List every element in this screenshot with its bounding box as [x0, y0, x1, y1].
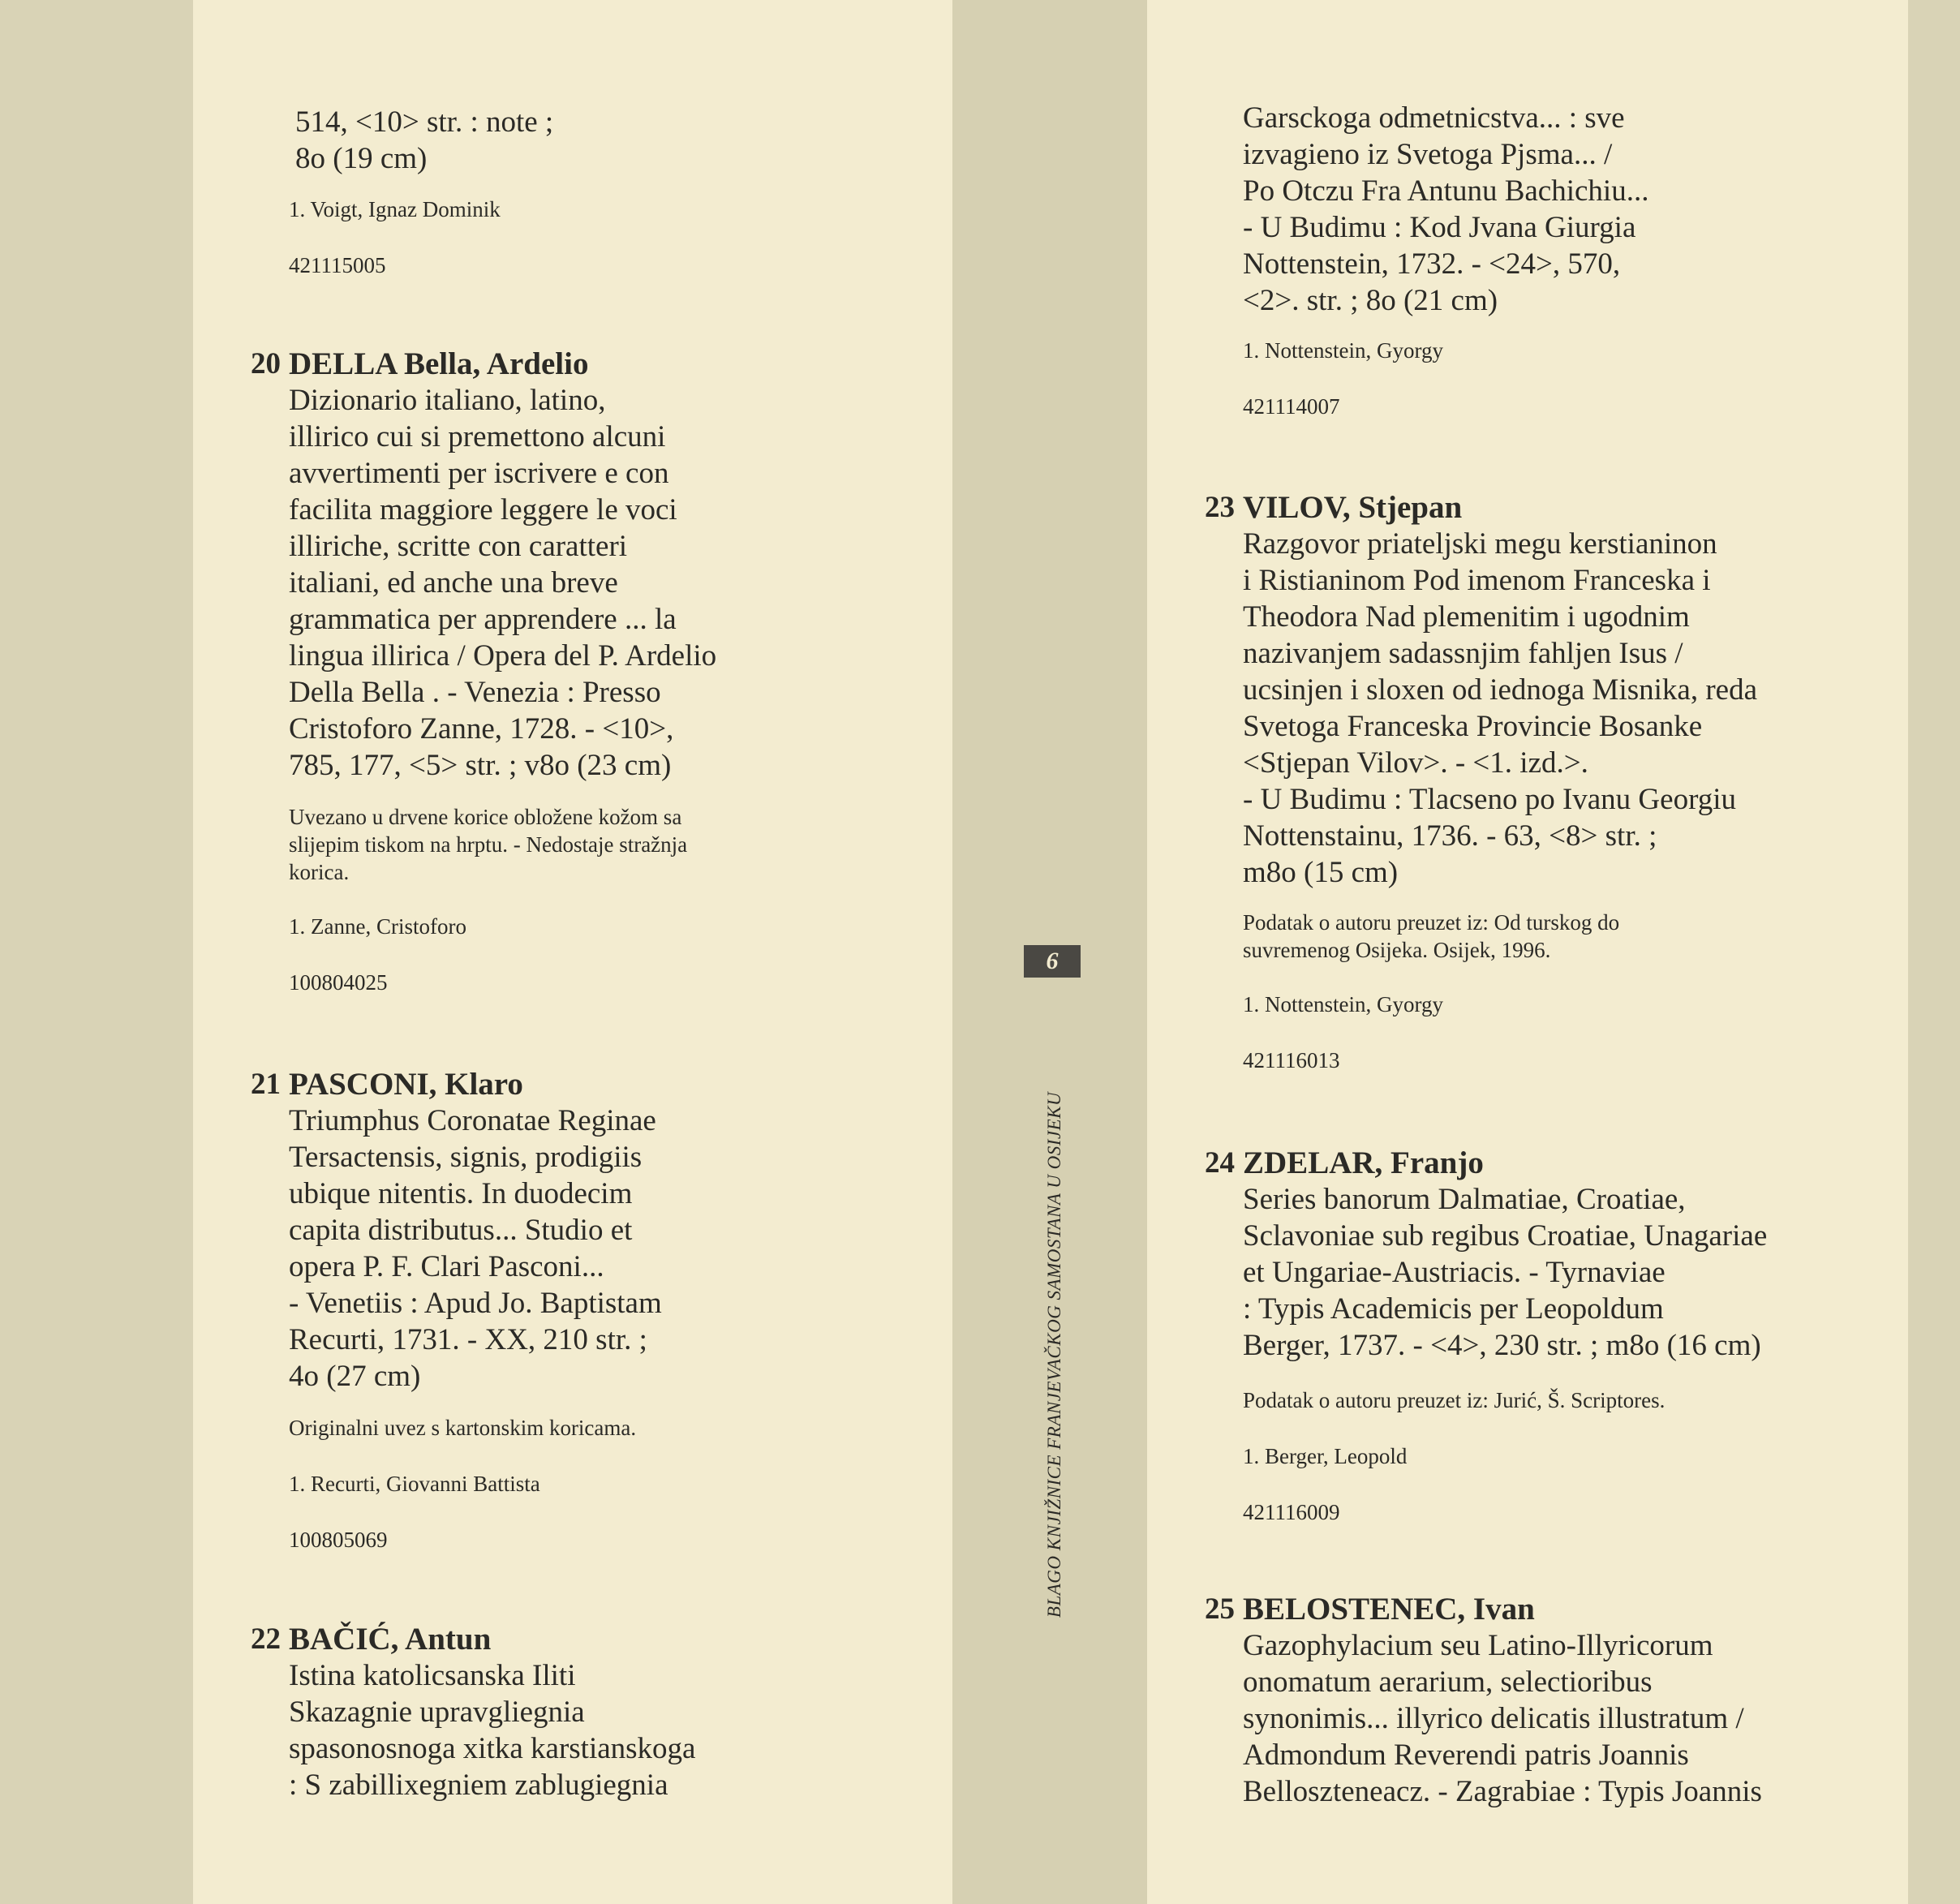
entry-body: 514, <10> str. : note ; 8o (19 cm): [295, 105, 554, 175]
entry-person: 1. Nottenstein, Gyorgy: [1243, 338, 1443, 363]
entry-body: Garsckoga odmetnicstva... : sve izvagieno iz Svetoga Pjsma... / Po Otczu Fra Antunu Bachichiu... - U Budimu : Kod Jvana Giurgia Nottenstein, 1732. - <24>, 570, <2>. str. ; 8o (21 cm): [1243, 101, 1649, 317]
entry-id: 421116009: [1243, 1500, 1340, 1524]
entry-id: 100804025: [289, 970, 388, 995]
entry-heading: BAČIĆ, Antun: [289, 1622, 492, 1657]
entry-id: 421116013: [1243, 1048, 1340, 1072]
entry-note: Podatak o autoru preuzet iz: Jurić, Š. Scriptores.: [1243, 1388, 1666, 1412]
entry-number: 23: [1205, 491, 1235, 524]
entry-number: 24: [1205, 1146, 1235, 1180]
left-margin-band: [0, 0, 193, 1904]
catalog-entry-21: [251, 1067, 905, 1554]
entry-body: Razgovor priateljski megu kerstianinon i Ristianinom Pod imenom Franceska i Theodora Nad plemenitim i ugodnim nazivanjem sadassnjim fahljen Isus / ucsinjen i sloxen od iednoga Misnika, reda Svetoga Franceska Provincie Bosanke <Stjepan Vilov>. - <1. izd.>. - U Budimu : Tlacseno po Ivanu Georgiu Nottenstainu, 1736. - 63, <8> str. ; m8o (15 cm): [1243, 527, 1758, 889]
spine-title: BLAGO KNJIŽNICE FRANJEVAČKOG SAMOSTANA U OSIJEKU: [1044, 1091, 1064, 1618]
entry-person: 1. Voigt, Ignaz Dominik: [289, 197, 501, 221]
entry-body: Triumphus Coronatae Reginae Tersactensis, signis, prodigiis ubique nitentis. In duodecim capita distributus... Studio et opera P. F. Clari Pasconi... - Venetiis : Apud Jo. Baptistam Recurti, 1731. - XX, 210 str. ; 4o (27 cm): [289, 1104, 662, 1393]
entry-number: 20: [251, 347, 281, 380]
entry-note: Originalni uvez s kartonskim koricama.: [289, 1416, 637, 1440]
entry-id: 421115005: [289, 253, 386, 277]
entry-note: Uvezano u drvene korice obložene kožom sa slijepim tiskom na hrptu. - Nedostaje stražnja korica.: [289, 805, 688, 884]
entry-number: 25: [1205, 1592, 1235, 1626]
entry-heading: VILOV, Stjepan: [1243, 490, 1463, 525]
entry-person: 1. Recurti, Giovanni Battista: [289, 1472, 540, 1496]
entry-body: Dizionario italiano, latino, illirico cui si premettono alcuni avvertimenti per iscrivere e con facilita maggiore leggere le voci illiriche, scritte con caratteri italiani, ed anche una breve grammatica per apprendere ... la lingua illirica / Opera del P. Ardelio Della Bella . - Venezia : Presso Cristoforo Zanne, 1728. - <10>, 785, 177, <5> str. ; v8o (23 cm): [289, 384, 717, 782]
entry-person: 1. Zanne, Cristoforo: [289, 914, 466, 939]
entry-person: 1. Berger, Leopold: [1243, 1444, 1408, 1468]
right-margin-band: [1908, 0, 1960, 1904]
page-number-badge: 6: [1024, 945, 1081, 978]
catalog-entry-24: [1205, 1145, 1859, 1526]
continued-entry: [1243, 100, 1859, 420]
entry-body: Series banorum Dalmatiae, Croatiae, Sclavoniae sub regibus Croatiae, Unagariae et Ungariae-Austriacis. - Tyrnaviae : Typis Academicis per Leopoldum Berger, 1737. - <4>, 230 str. ; m8o (16 cm): [1243, 1183, 1768, 1362]
entry-body: Gazophylacium seu Latino-Illyricorum onomatum aerarium, selectioribus synonimis... illyrico delicatis illustratum / Admondum Reverendi patris Joannis Belloszteneacz. - Zagrabiae : Typis Joannis: [1243, 1629, 1762, 1808]
catalog-entry-25: [1205, 1592, 1859, 1810]
entry-heading: DELLA Bella, Ardelio: [289, 346, 589, 381]
entry-note: Podatak o autoru preuzet iz: Od turskog do suvremenog Osijeka. Osijek, 1996.: [1243, 910, 1620, 962]
entry-heading: BELOSTENEC, Ivan: [1243, 1592, 1535, 1627]
catalog-entry-20: [251, 346, 905, 996]
entry-person: 1. Nottenstein, Gyorgy: [1243, 992, 1443, 1016]
catalog-entry-22: [251, 1622, 905, 1803]
entry-id: 100805069: [289, 1528, 388, 1552]
entry-number: 21: [251, 1068, 281, 1101]
continued-entry: [289, 104, 905, 279]
entry-heading: PASCONI, Klaro: [289, 1067, 523, 1102]
entry-id: 421114007: [1243, 394, 1340, 419]
entry-heading: ZDELAR, Franjo: [1243, 1145, 1484, 1180]
catalog-entry-23: [1205, 490, 1859, 1074]
entry-body: Istina katolicsanska Iliti Skazagnie upravgliegnia spasonosnoga xitka karstianskoga : S zabillixegniem zablugiegnia: [289, 1659, 696, 1802]
entry-number: 22: [251, 1622, 281, 1656]
